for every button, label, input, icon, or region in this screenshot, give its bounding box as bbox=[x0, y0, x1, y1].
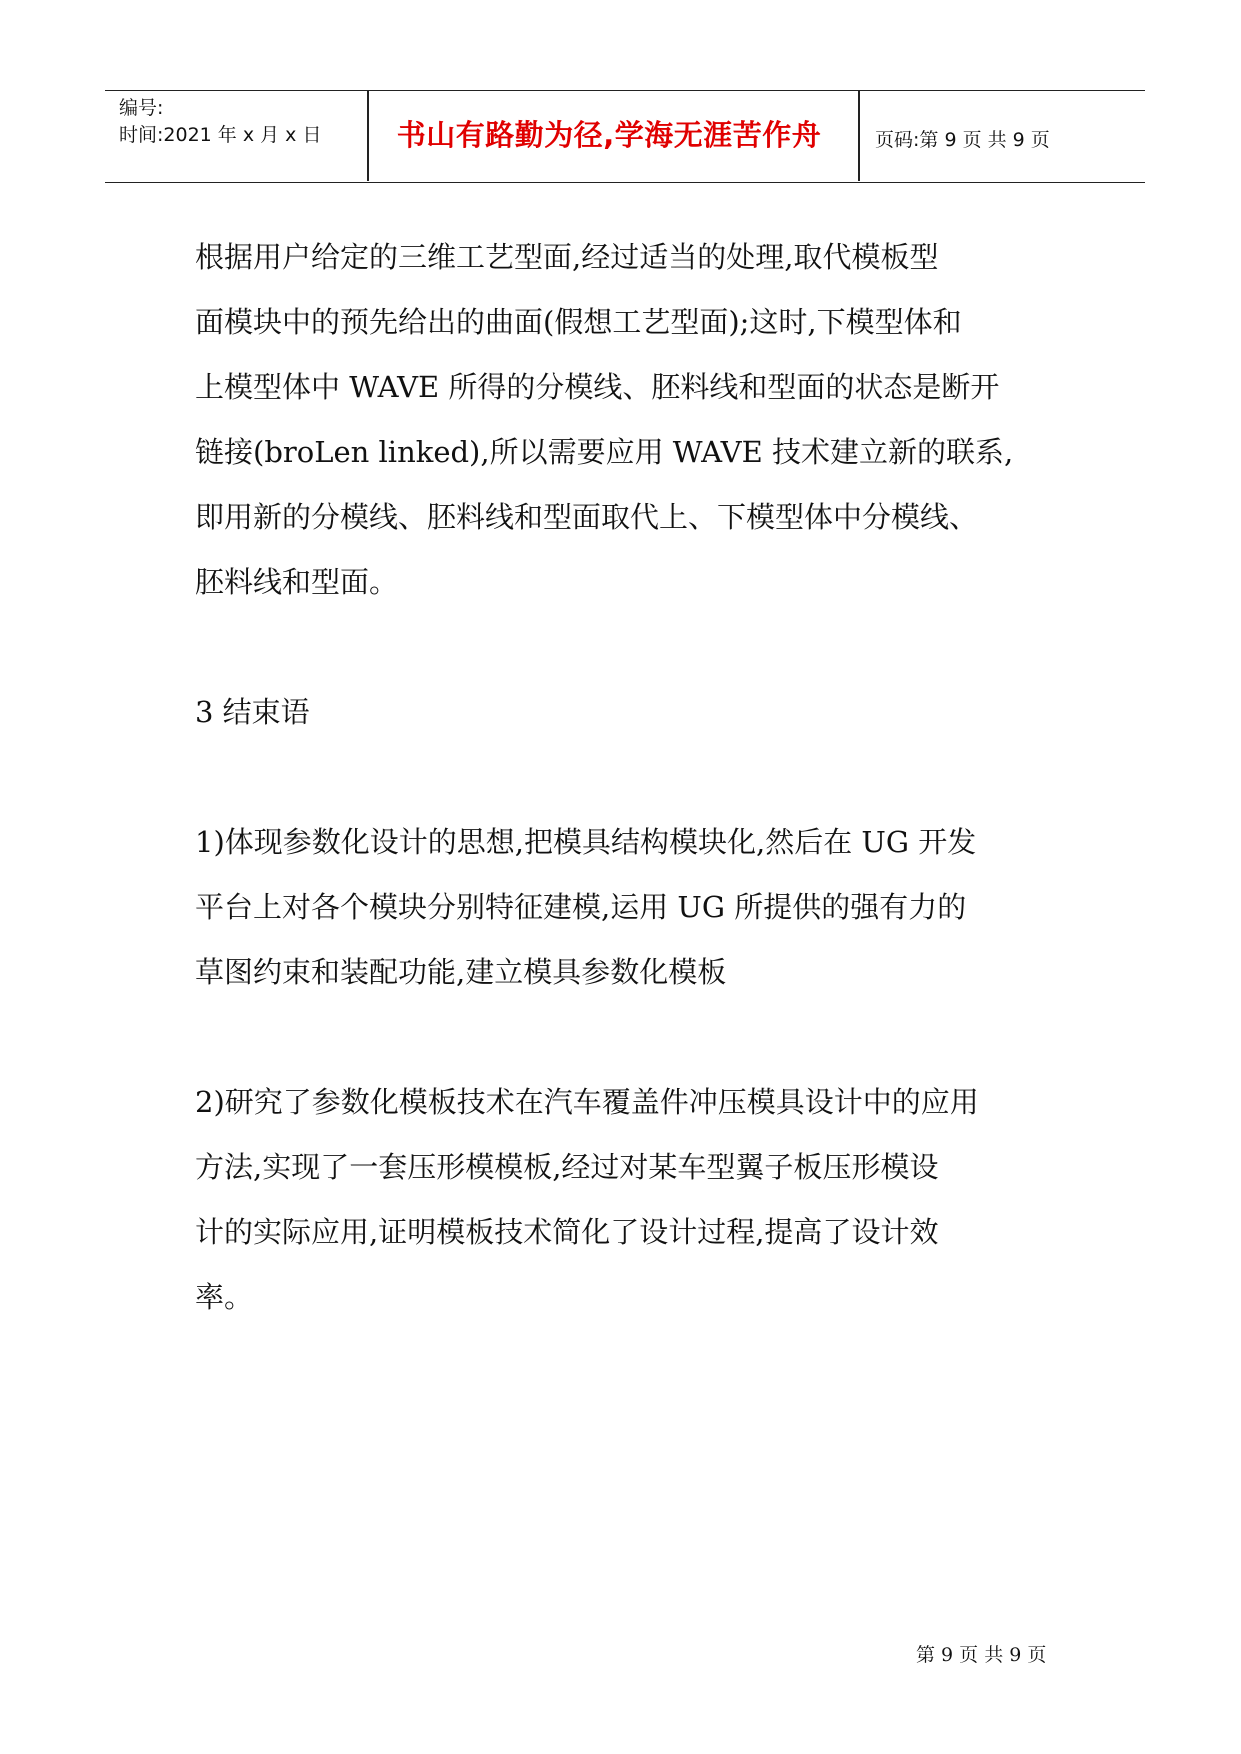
paragraph-gap bbox=[195, 745, 1065, 810]
header-time-label: 时间:2021 年 x 月 x 日 bbox=[119, 124, 322, 146]
paragraph-wave bbox=[195, 225, 1065, 615]
text-line: 即用新的分模线、胚料线和型面取代上、下模型体中分模线、 bbox=[195, 500, 979, 534]
text-line: 计的实际应用,证明模板技术简化了设计过程,提高了设计效 bbox=[195, 1215, 939, 1249]
header-page-label: 页码:第 9 页 共 9 页 bbox=[875, 129, 1050, 151]
text-line: 平台上对各个模块分别特征建模,运用 UG 所提供的强有力的 bbox=[195, 890, 967, 924]
paragraph-conclusion-2 bbox=[195, 1070, 1065, 1330]
page-footer: 第 9 页 共 9 页 bbox=[916, 1644, 1047, 1666]
text-line: 根据用户给定的三维工艺型面,经过适当的处理,取代模板型 bbox=[195, 240, 939, 274]
text-line: 2)研究了参数化模板技术在汽车覆盖件冲压模具设计中的应用 bbox=[195, 1085, 979, 1119]
text-line: 上模型体中 WAVE 所得的分模线、胚料线和型面的状态是断开 bbox=[195, 370, 1000, 404]
text-line: 1)体现参数化设计的思想,把模具结构模块化,然后在 UG 开发 bbox=[195, 825, 977, 859]
section-heading-text: 3 结束语 bbox=[195, 695, 310, 729]
header-divider-right bbox=[858, 91, 860, 181]
section-heading bbox=[195, 680, 1065, 745]
document-body bbox=[195, 225, 1065, 1330]
paragraph-gap bbox=[195, 615, 1065, 680]
text-line: 率。 bbox=[195, 1280, 254, 1314]
text-line: 链接(broLen linked),所以需要应用 WAVE 技术建立新的联系, bbox=[195, 435, 1014, 469]
text-line: 草图约束和装配功能,建立模具参数化模板 bbox=[195, 955, 727, 989]
paragraph-gap bbox=[195, 1005, 1065, 1070]
header-motto: 书山有路勤为径,学海无涯苦作舟 bbox=[396, 118, 822, 152]
text-line: 面模块中的预先给出的曲面(假想工艺型面);这时,下模型体和 bbox=[195, 305, 962, 339]
text-line: 方法,实现了一套压形模模板,经过对某车型翼子板压形模设 bbox=[195, 1150, 939, 1184]
header-number-label: 编号: bbox=[119, 97, 164, 119]
paragraph-conclusion-1 bbox=[195, 810, 1065, 1005]
text-line: 胚料线和型面。 bbox=[195, 565, 399, 599]
page-header bbox=[105, 90, 1145, 183]
